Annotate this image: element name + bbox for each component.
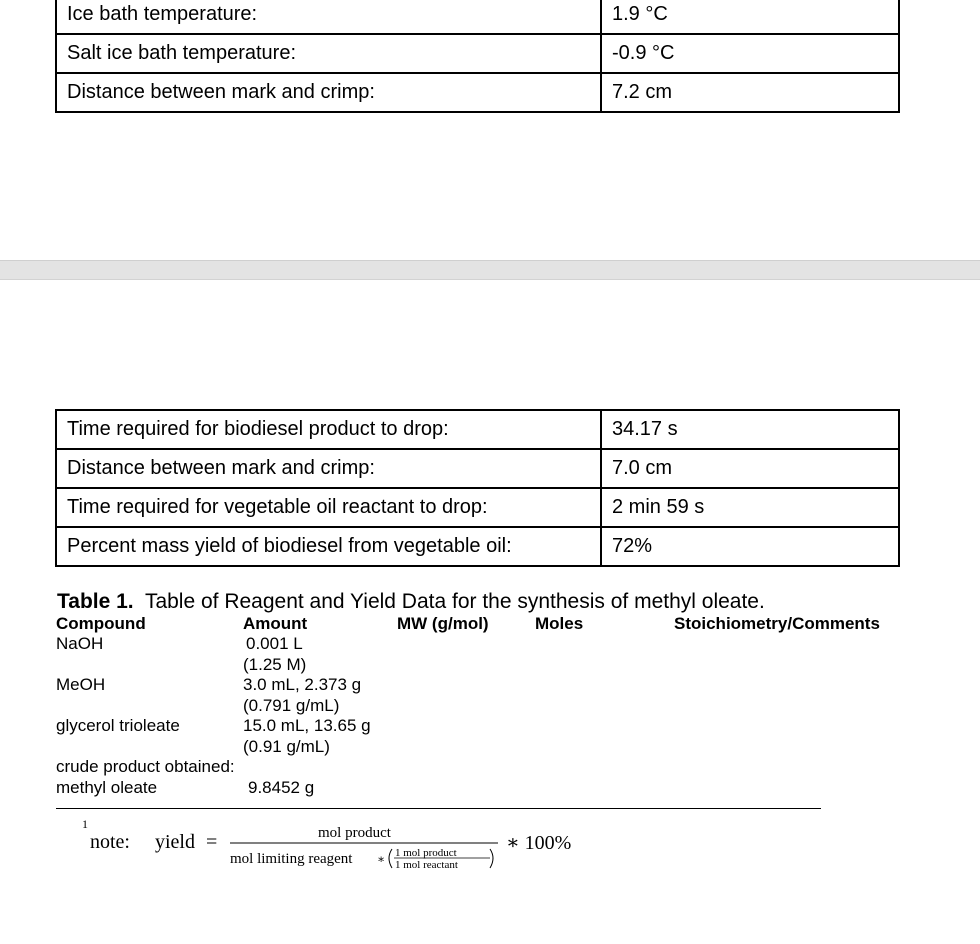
reagent-row-meoh	[56, 675, 916, 716]
compound-name: glycerol trioleate	[56, 716, 180, 735]
table-row	[56, 410, 899, 449]
amount-line1: 3.0 mL, 2.373 g	[243, 675, 362, 694]
header-amount: Amount	[243, 614, 308, 633]
table-row	[56, 34, 899, 73]
table-caption	[57, 590, 765, 614]
row-label: Salt ice bath temperature:	[56, 34, 601, 73]
formula-numerator: mol product	[318, 825, 391, 841]
row-value: 2 min 59 s	[601, 488, 899, 527]
caption-number: Table 1.	[57, 590, 134, 613]
reagent-row-naoh	[56, 634, 916, 675]
biodiesel-data-table	[55, 409, 900, 567]
amount-line2: (1.25 M)	[243, 654, 307, 674]
equals-sign: =	[206, 831, 218, 853]
page-top-section	[0, 0, 980, 260]
row-label: Percent mass yield of biodiesel from vegetable oil:	[56, 527, 601, 566]
compound-name: MeOH	[56, 675, 106, 694]
yield-label: yield	[155, 831, 195, 853]
header-stoichiometry: Stoichiometry/Comments	[674, 614, 880, 633]
yield-formula	[80, 820, 620, 880]
crude-product-label-row	[56, 757, 916, 778]
header-compound: Compound	[56, 614, 146, 633]
page-break-divider	[0, 260, 980, 280]
table-row	[56, 527, 899, 566]
row-label: Distance between mark and crimp:	[56, 73, 601, 112]
reagent-row-glycerol-trioleate	[56, 716, 916, 757]
left-paren	[389, 849, 392, 868]
compound-name: NaOH	[56, 634, 104, 653]
table-row	[56, 449, 899, 488]
table-row	[56, 0, 899, 34]
right-paren	[490, 849, 493, 868]
row-label: Time required for vegetable oil reactant to drop:	[56, 488, 601, 527]
row-value: 34.17 s	[601, 410, 899, 449]
row-value: 72%	[601, 527, 899, 566]
table-row	[56, 73, 899, 112]
product-amount: 9.8452 g	[248, 777, 315, 797]
footnote-divider	[56, 808, 821, 809]
row-label: Time required for biodiesel product to drop:	[56, 410, 601, 449]
header-moles: Moles	[535, 614, 584, 633]
compound-name: methyl oleate	[56, 777, 158, 797]
temperature-data-table	[55, 0, 900, 113]
amount-line2: (0.791 g/mL)	[243, 695, 340, 715]
row-value: 7.0 cm	[601, 449, 899, 488]
row-value: -0.9 °C	[601, 34, 899, 73]
table-row	[56, 488, 899, 527]
footnote-superscript: 1	[82, 820, 88, 831]
amount-line1: 0.001 L	[246, 634, 303, 653]
denominator-star: ∗	[377, 852, 386, 866]
reagent-row-methyl-oleate	[56, 778, 916, 799]
reagent-table-header	[56, 614, 916, 634]
inner-fraction-bottom: 1 mol reactant	[395, 859, 458, 871]
header-mw: MW (g/mol)	[397, 614, 489, 633]
reagent-table	[56, 614, 916, 798]
row-value: 1.9 °C	[601, 0, 899, 34]
row-value: 7.2 cm	[601, 73, 899, 112]
row-label: Ice bath temperature:	[56, 0, 601, 34]
caption-text: Table of Reagent and Yield Data for the synthesis of methyl oleate.	[144, 590, 765, 613]
crude-product-label: crude product obtained:	[56, 757, 235, 776]
inner-fraction-top: 1 mol product	[395, 847, 457, 859]
formula-multiplier: ∗ 100%	[506, 832, 572, 854]
row-label: Distance between mark and crimp:	[56, 449, 601, 488]
amount-line2: (0.91 g/mL)	[243, 736, 330, 756]
amount-line1: 15.0 mL, 13.65 g	[243, 716, 371, 735]
note-prefix: note:	[90, 831, 130, 853]
formula-denominator: mol limiting reagent	[230, 851, 353, 867]
